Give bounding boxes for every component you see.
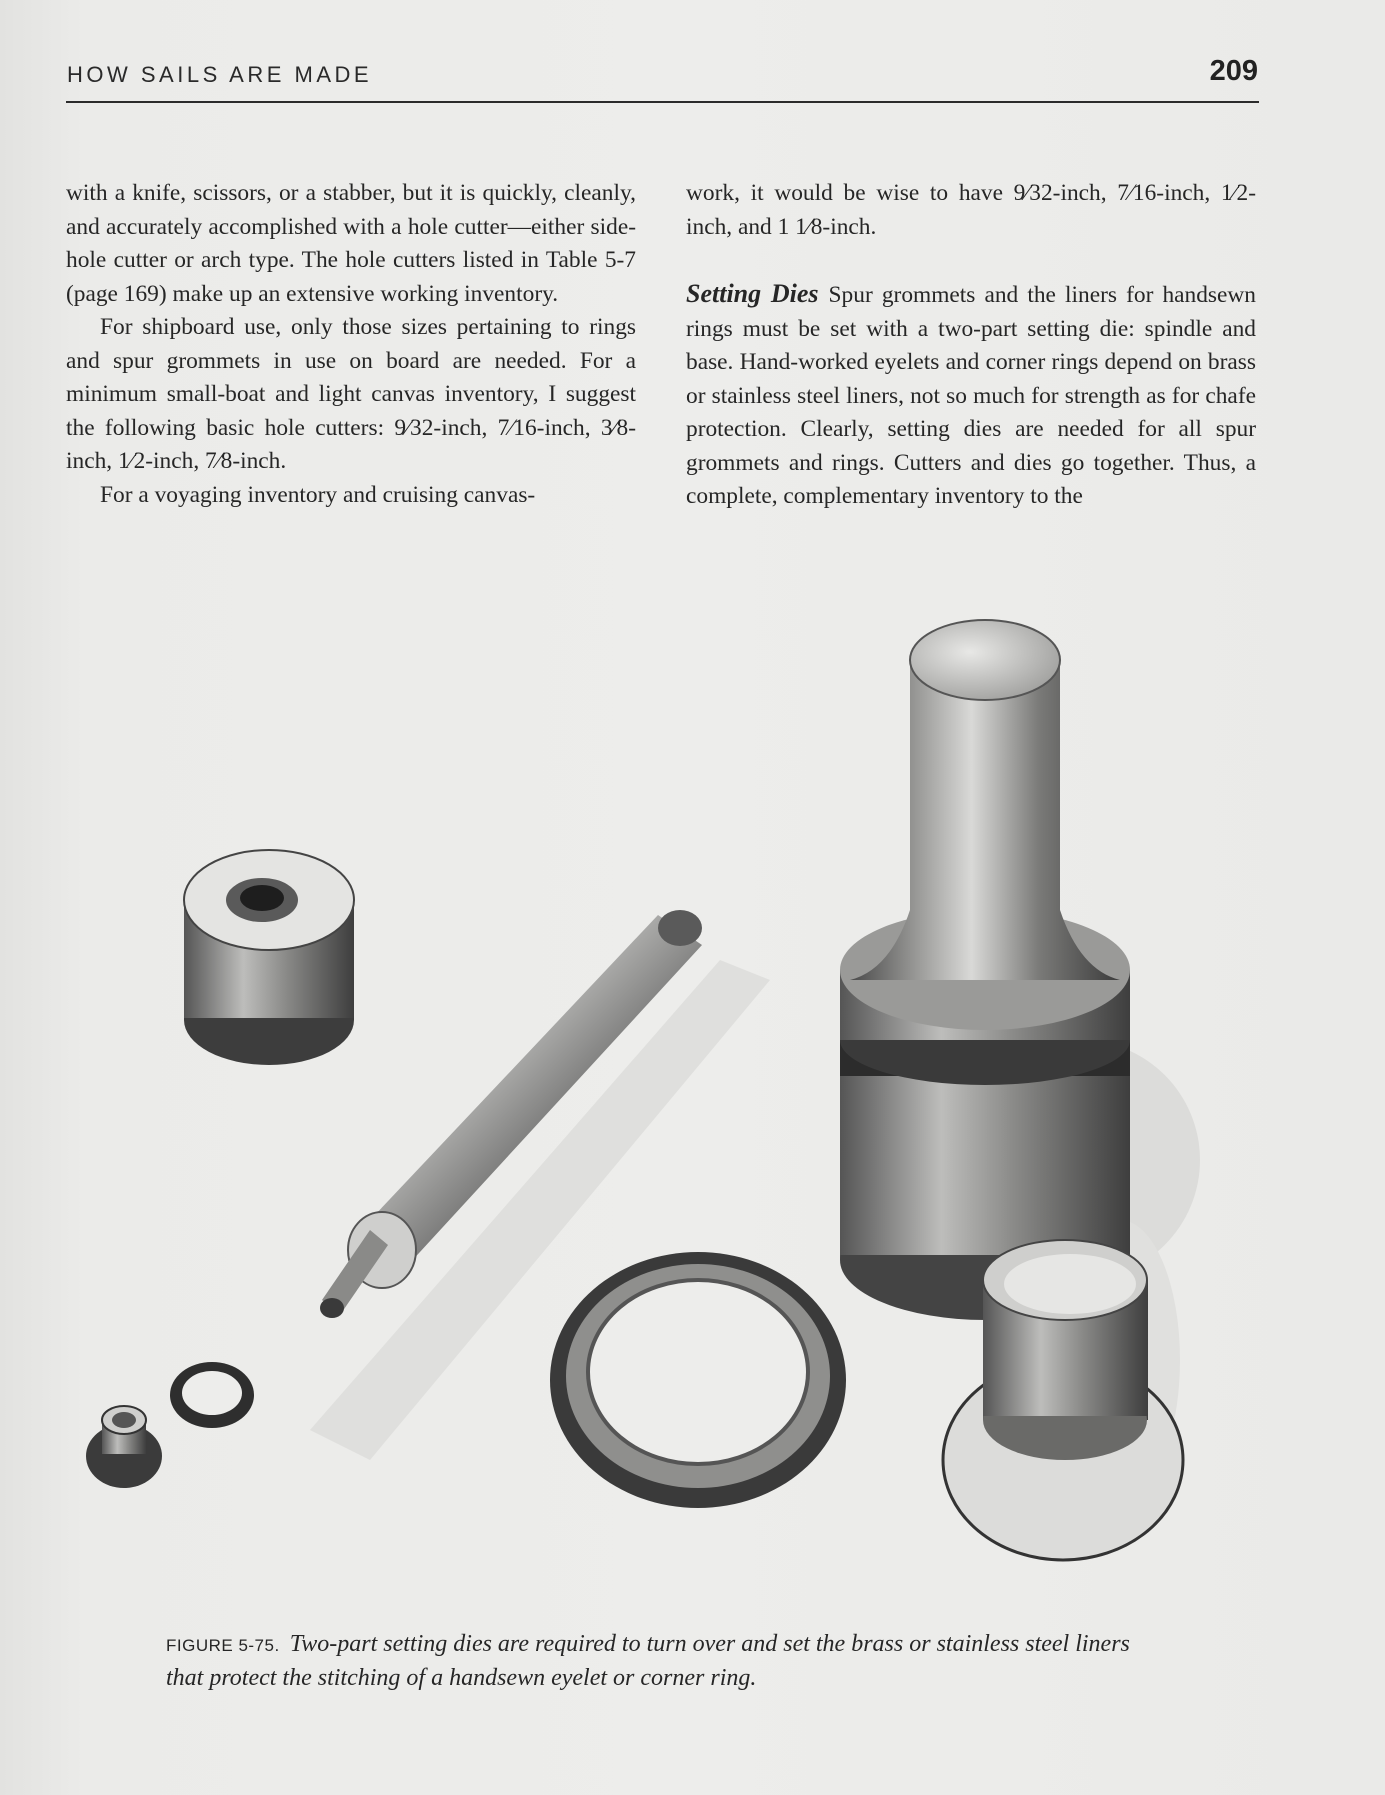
large-grommet-ring [550,1252,846,1508]
right-column [686,177,1256,514]
section-heading: Setting Dies [686,279,819,308]
left-paragraph-2: For shipboard use, only those sizes pertaining to rings and spur grommets in use on board are needed. For a minimum small-boat and light canvas inventory, I suggest the following basic hole cutters: 9⁄32-inch, 7⁄16-inch, 3⁄8-inch, 1⁄2-inch, 7⁄8-inch. [66,314,636,474]
small-eyelet [86,1406,162,1488]
figure-caption-text: Two-part setting dies are required to turn over and set the brass or stainless steel liners that protect the stitching of a handsewn eyelet or corner ring. [166,1631,1130,1691]
figure-label: FIGURE 5-75. [166,1636,280,1655]
small-die-cylinder [184,850,354,1065]
spindle [840,620,1130,1320]
left-paragraph-1: with a knife, scissors, or a stabber, but it is quickly, cleanly, and accurately accomplished with a hole cutter—either side-hole cutter or arch type. The hole cutters listed in Table 5-7 (page 169) make up an extensive working inventory. [66,180,636,307]
figure-caption [166,1628,1166,1694]
right-paragraph-1: work, it would be wise to have 9⁄32-inch, 7⁄16-inch, 1⁄2-inch, and 1 1⁄8-inch. [686,180,1256,240]
left-column [66,177,636,512]
header-rule [66,101,1259,103]
left-paragraph-3: For a voyaging inventory and cruising canvas- [100,481,536,508]
setting-dies-illustration [70,600,1300,1600]
running-head: HOW SAILS ARE MADE [67,62,373,87]
small-grommet [170,1362,254,1428]
right-paragraph-2 [686,277,1256,514]
page-number: 209 [1209,55,1258,87]
right-paragraph-2-text: Spur grommets and the liners for handsewn rings must be set with a two-part setting die: spindle and base. Hand-worked eyelets and corner rings depend on brass or stainless steel liners, not so much for strength as for chafe protection. Clearly, setting dies are needed for all spur grommets and rings. Cutters and dies go together. Thus, a complete, complementary inventory to the [686,282,1256,509]
